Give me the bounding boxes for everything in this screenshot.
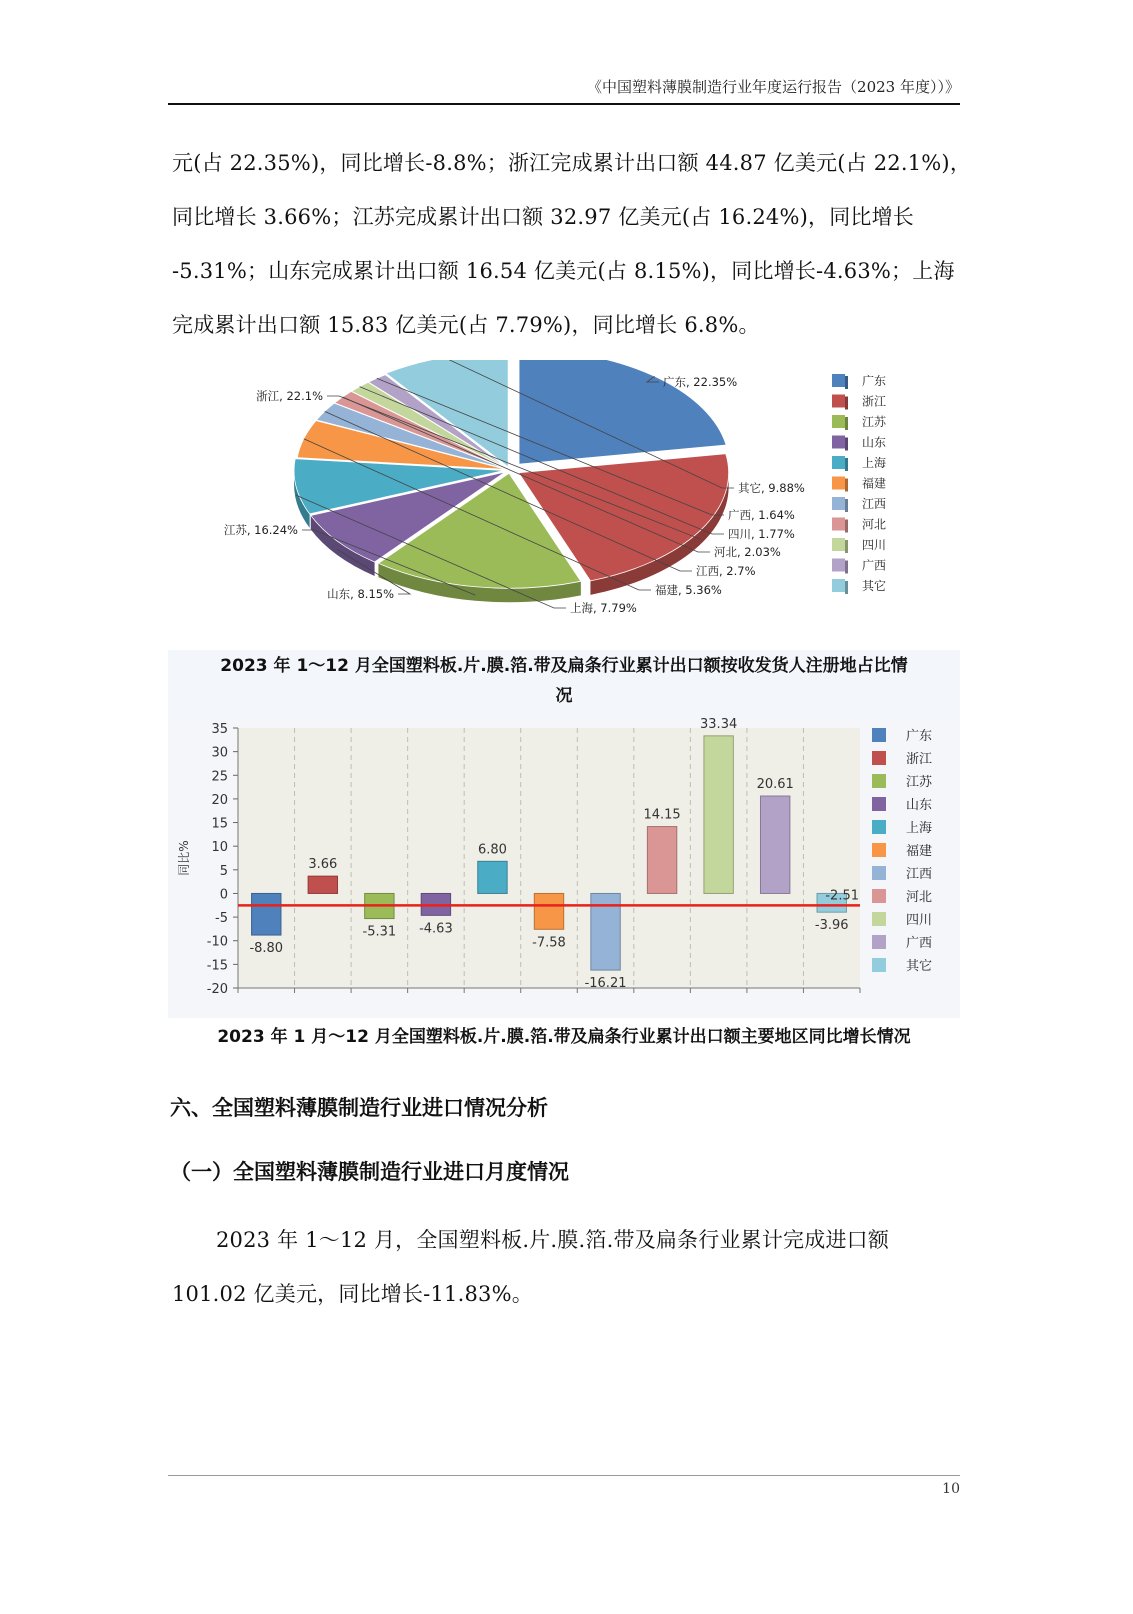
pie-caption-line-2: 况: [555, 686, 573, 706]
legend-label: 上海: [862, 456, 887, 470]
legend-swatch-side: [845, 540, 848, 553]
legend-label: 江西: [906, 867, 933, 882]
y-tick-label: 30: [211, 745, 228, 761]
bar-广东: [252, 893, 281, 935]
legend-swatch: [872, 774, 886, 788]
legend-swatch: [832, 559, 845, 572]
bar-value-label: -3.96: [814, 918, 849, 934]
legend-swatch: [872, 751, 886, 765]
legend-label: 其它: [906, 959, 933, 974]
legend-label: 河北: [862, 517, 887, 532]
legend-label: 广西: [906, 936, 933, 951]
legend-label: 福建: [906, 844, 933, 859]
bar-浙江: [308, 876, 337, 893]
pie-slice-label: 河北, 2.03%: [714, 545, 781, 559]
bar-上海: [478, 861, 507, 893]
bar-value-label: -7.58: [532, 935, 566, 951]
legend-swatch: [872, 912, 886, 926]
y-tick-label: 20: [211, 792, 228, 808]
legend-label: 广东: [862, 374, 887, 388]
legend-label: 上海: [906, 821, 933, 836]
y-tick-label: -10: [206, 934, 228, 950]
legend-swatch: [832, 456, 845, 469]
paragraph-line: 2023 年 1～12 月，全国塑料板.片.膜.箔.带及扁条行业累计完成进口额: [216, 1228, 890, 1252]
legend-label: 江苏: [906, 775, 933, 790]
bar-chart-caption: 2023 年 1 月～12 月全国塑料板.片.膜.箔.带及扁条行业累计出口额主要地区同比增长情况: [217, 1027, 911, 1047]
pie-slice-label: 江西, 2.7%: [696, 564, 756, 578]
paragraph-line: 完成累计出口额 15.83 亿美元(占 7.79%)，同比增长 6.8%。: [172, 313, 760, 337]
legend-swatch-side: [845, 458, 848, 471]
y-axis-label: 同比%: [177, 840, 191, 876]
legend-label: 广东: [906, 729, 933, 744]
bar-value-label: 3.66: [308, 857, 338, 873]
legend-swatch: [832, 374, 845, 387]
legend-swatch-side: [845, 417, 848, 430]
y-tick-label: -15: [206, 958, 228, 974]
legend-swatch: [832, 579, 845, 592]
legend-swatch: [832, 518, 845, 531]
pie-slice-label: 广西, 1.64%: [728, 508, 795, 522]
legend-swatch: [872, 843, 886, 857]
bar-福建: [534, 893, 563, 929]
legend-label: 浙江: [862, 394, 887, 409]
legend-swatch-side: [845, 376, 848, 389]
legend-label: 山东: [862, 435, 887, 450]
bar-value-label: -5.31: [362, 924, 397, 940]
legend-swatch-side: [845, 581, 848, 594]
legend-swatch: [832, 538, 845, 551]
legend-swatch: [832, 477, 845, 490]
bar-河北: [647, 827, 676, 894]
y-tick-label: 25: [211, 769, 228, 785]
bar-value-label: -8.80: [249, 941, 284, 957]
bar-广西: [760, 796, 789, 893]
legend-swatch: [832, 415, 845, 428]
paragraph-line: 同比增长 3.66%；江苏完成累计出口额 32.97 亿美元(占 16.24%)，同比增长: [172, 205, 914, 229]
legend-swatch: [872, 797, 886, 811]
pie-caption-line-1: 2023 年 1～12 月全国塑料板.片.膜.箔.带及扁条行业累计出口额按收发货人注册地占比情: [220, 656, 908, 676]
legend-swatch: [832, 497, 845, 510]
pie-slice-label: 福建, 5.36%: [655, 583, 722, 597]
paragraph-line: 元(占 22.35%)，同比增长-8.8%；浙江完成累计出口额 44.87 亿美元(占 22.1%)，: [172, 151, 972, 175]
import-paragraph: [172, 1213, 964, 1321]
legend-swatch: [872, 866, 886, 880]
legend-swatch: [872, 935, 886, 949]
pie-slice-label: 四川, 1.77%: [728, 527, 795, 541]
bar-value-label: 20.61: [756, 777, 794, 793]
pie-chart: [168, 360, 960, 640]
y-tick-label: 15: [211, 816, 228, 832]
legend-swatch-side: [845, 479, 848, 492]
legend-label: 江西: [862, 497, 887, 511]
bar-value-label: 33.34: [700, 718, 738, 732]
report-header: 《中国塑料薄膜制造行业年度运行报告（2023 年度））》: [587, 78, 960, 96]
pie-slice-label: 广东, 22.35%: [663, 375, 738, 389]
y-tick-label: -20: [206, 982, 228, 997]
y-tick-label: 5: [219, 863, 228, 879]
pie-slice-label: 江苏, 16.24%: [223, 523, 298, 537]
legend-swatch-side: [845, 397, 848, 410]
legend-label: 河北: [906, 890, 933, 905]
legend-label: 四川: [862, 538, 887, 552]
pie-slice-label: 山东, 8.15%: [327, 587, 394, 601]
pie-slice-label: 上海, 7.79%: [570, 601, 637, 615]
page-number: 10: [942, 1481, 960, 1497]
legend-label: 其它: [862, 579, 887, 593]
intro-paragraph: [172, 136, 972, 352]
legend-swatch-side: [845, 499, 848, 512]
bar-四川: [704, 736, 733, 894]
legend-swatch: [872, 958, 886, 972]
legend-label: 浙江: [906, 752, 933, 767]
y-tick-label: 10: [211, 840, 228, 856]
footer-divider: [168, 1475, 960, 1476]
legend-swatch: [872, 820, 886, 834]
bar-chart: [168, 718, 960, 1018]
reference-line-label: -2.51: [825, 888, 859, 904]
legend-swatch: [832, 436, 845, 449]
y-tick-label: -5: [215, 911, 228, 927]
bar-value-label: 14.15: [643, 807, 681, 823]
section-6-1-heading: （一）全国塑料薄膜制造行业进口月度情况: [170, 1160, 569, 1184]
pie-chart-caption: [168, 651, 960, 711]
pie-slice-label: 其它, 9.88%: [738, 481, 805, 495]
y-tick-label: 0: [219, 887, 228, 903]
bar-value-label: 6.80: [477, 842, 507, 858]
legend-swatch: [872, 889, 886, 903]
header-divider: [168, 103, 960, 105]
legend-label: 福建: [862, 476, 887, 491]
paragraph-line: 101.02 亿美元，同比增长-11.83%。: [172, 1282, 533, 1306]
pie-slice-label: 浙江, 22.1%: [256, 389, 323, 403]
bar-value-label: -4.63: [419, 921, 453, 937]
legend-swatch-side: [845, 520, 848, 533]
legend-label: 江苏: [862, 415, 887, 429]
section-6-heading: 六、全国塑料薄膜制造行业进口情况分析: [170, 1096, 548, 1120]
legend-swatch: [832, 395, 845, 408]
legend-swatch: [872, 728, 886, 742]
legend-label: 山东: [906, 798, 933, 813]
legend-swatch-side: [845, 561, 848, 574]
paragraph-line: -5.31%；山东完成累计出口额 16.54 亿美元(占 8.15%)，同比增长-4.63%；上海: [172, 259, 955, 283]
bar-value-label: -16.21: [584, 976, 627, 992]
legend-label: 广西: [862, 558, 887, 573]
legend-label: 四川: [906, 913, 933, 928]
y-tick-label: 35: [211, 722, 228, 737]
legend-swatch-side: [845, 438, 848, 451]
